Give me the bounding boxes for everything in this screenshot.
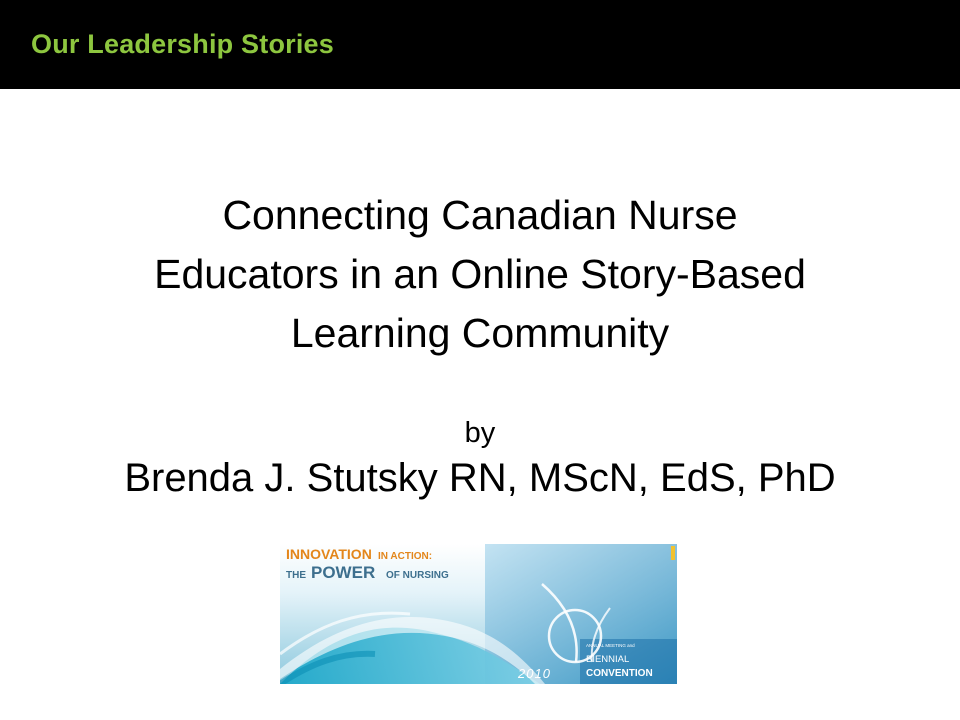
header-bar [0, 0, 960, 89]
convention-banner-graphic [280, 544, 677, 684]
slide-title-line: Learning Community [290, 310, 670, 356]
header-title: Our Leadership Stories [31, 29, 334, 59]
banner-year: 2010 [518, 666, 551, 681]
banner-text: INNOVATION [286, 546, 372, 562]
by-label: by [464, 417, 496, 449]
slide-title-line: Connecting Canadian Nurse [222, 192, 738, 238]
banner-text: OF NURSING [386, 570, 449, 581]
banner-text: BIENNIAL [586, 654, 630, 665]
convention-banner [280, 544, 677, 684]
banner-text: IN ACTION: [378, 551, 433, 562]
author-name: Brenda J. Stutsky RN, MScN, EdS, PhD [124, 456, 836, 500]
banner-text: CONVENTION [586, 668, 653, 679]
slide-title-line: Educators in an Online Story-Based [154, 251, 806, 297]
banner-text: THE [286, 570, 306, 581]
slide-title [0, 186, 960, 363]
banner-text: POWER [311, 563, 376, 582]
banner-text: ANNUAL MEETING and [586, 643, 635, 648]
